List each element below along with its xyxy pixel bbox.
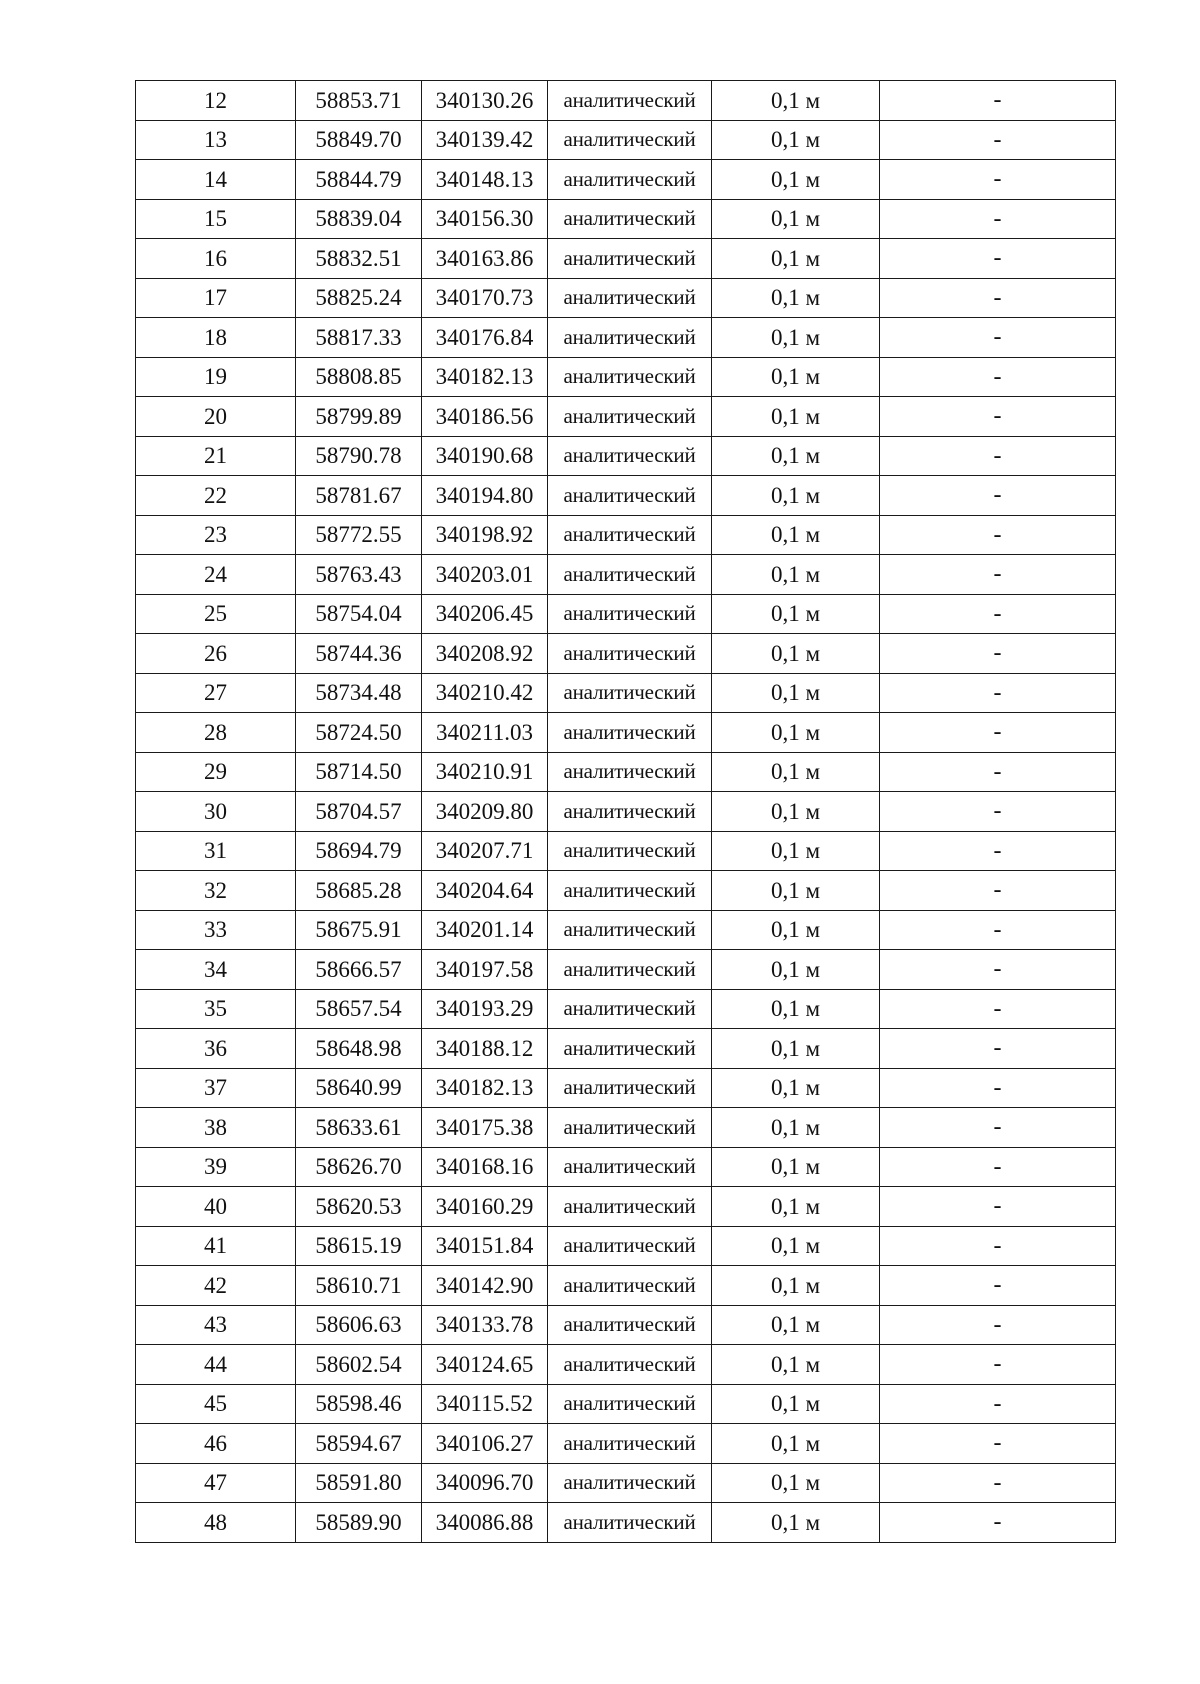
method-cell: аналитический [548,1029,712,1069]
y-coordinate-cell: 340163.86 [422,239,548,279]
point-number-cell: 23 [136,515,296,555]
accuracy-cell: 0,1 м [712,1503,880,1543]
table-row [136,476,1116,516]
x-coordinate-cell: 58648.98 [296,1029,422,1069]
table-row [136,871,1116,911]
x-coordinate-cell: 58685.28 [296,871,422,911]
accuracy-cell: 0,1 м [712,476,880,516]
accuracy-cell: 0,1 м [712,397,880,437]
table-row [136,1384,1116,1424]
method-cell: аналитический [548,1424,712,1464]
note-cell: - [880,1503,1116,1543]
x-coordinate-cell: 58626.70 [296,1147,422,1187]
point-number-cell: 42 [136,1266,296,1306]
note-cell: - [880,81,1116,121]
table-row [136,1068,1116,1108]
table-row [136,1463,1116,1503]
note-cell: - [880,1345,1116,1385]
point-number-cell: 13 [136,120,296,160]
x-coordinate-cell: 58591.80 [296,1463,422,1503]
table-row [136,1226,1116,1266]
y-coordinate-cell: 340207.71 [422,831,548,871]
table-row [136,357,1116,397]
point-number-cell: 14 [136,160,296,200]
table-row [136,1108,1116,1148]
table-row [136,831,1116,871]
method-cell: аналитический [548,752,712,792]
x-coordinate-cell: 58844.79 [296,160,422,200]
point-number-cell: 40 [136,1187,296,1227]
point-number-cell: 25 [136,594,296,634]
y-coordinate-cell: 340133.78 [422,1305,548,1345]
accuracy-cell: 0,1 м [712,1266,880,1306]
x-coordinate-cell: 58657.54 [296,989,422,1029]
method-cell: аналитический [548,1463,712,1503]
x-coordinate-cell: 58606.63 [296,1305,422,1345]
point-number-cell: 19 [136,357,296,397]
y-coordinate-cell: 340182.13 [422,1068,548,1108]
note-cell: - [880,752,1116,792]
x-coordinate-cell: 58853.71 [296,81,422,121]
note-cell: - [880,989,1116,1029]
table-row [136,318,1116,358]
point-number-cell: 12 [136,81,296,121]
table-row [136,278,1116,318]
table-row [136,910,1116,950]
method-cell: аналитический [548,950,712,990]
y-coordinate-cell: 340156.30 [422,199,548,239]
y-coordinate-cell: 340194.80 [422,476,548,516]
point-number-cell: 45 [136,1384,296,1424]
table-row [136,120,1116,160]
coordinates-table-body [136,81,1116,1543]
x-coordinate-cell: 58724.50 [296,713,422,753]
accuracy-cell: 0,1 м [712,81,880,121]
accuracy-cell: 0,1 м [712,594,880,634]
point-number-cell: 44 [136,1345,296,1385]
table-row [136,1305,1116,1345]
note-cell: - [880,1424,1116,1464]
point-number-cell: 37 [136,1068,296,1108]
method-cell: аналитический [548,476,712,516]
x-coordinate-cell: 58763.43 [296,555,422,595]
accuracy-cell: 0,1 м [712,120,880,160]
point-number-cell: 33 [136,910,296,950]
method-cell: аналитический [548,634,712,674]
point-number-cell: 29 [136,752,296,792]
point-number-cell: 34 [136,950,296,990]
accuracy-cell: 0,1 м [712,318,880,358]
point-number-cell: 17 [136,278,296,318]
accuracy-cell: 0,1 м [712,752,880,792]
accuracy-cell: 0,1 м [712,199,880,239]
note-cell: - [880,1266,1116,1306]
method-cell: аналитический [548,160,712,200]
y-coordinate-cell: 340210.42 [422,673,548,713]
note-cell: - [880,1187,1116,1227]
note-cell: - [880,318,1116,358]
note-cell: - [880,910,1116,950]
point-number-cell: 35 [136,989,296,1029]
method-cell: аналитический [548,1384,712,1424]
method-cell: аналитический [548,357,712,397]
note-cell: - [880,476,1116,516]
method-cell: аналитический [548,1147,712,1187]
table-row [136,239,1116,279]
y-coordinate-cell: 340176.84 [422,318,548,358]
y-coordinate-cell: 340190.68 [422,436,548,476]
method-cell: аналитический [548,515,712,555]
x-coordinate-cell: 58790.78 [296,436,422,476]
table-row [136,713,1116,753]
x-coordinate-cell: 58849.70 [296,120,422,160]
method-cell: аналитический [548,713,712,753]
y-coordinate-cell: 340198.92 [422,515,548,555]
accuracy-cell: 0,1 м [712,1345,880,1385]
accuracy-cell: 0,1 м [712,792,880,832]
accuracy-cell: 0,1 м [712,1029,880,1069]
x-coordinate-cell: 58799.89 [296,397,422,437]
method-cell: аналитический [548,1187,712,1227]
accuracy-cell: 0,1 м [712,1226,880,1266]
point-number-cell: 41 [136,1226,296,1266]
method-cell: аналитический [548,989,712,1029]
note-cell: - [880,239,1116,279]
y-coordinate-cell: 340210.91 [422,752,548,792]
x-coordinate-cell: 58714.50 [296,752,422,792]
y-coordinate-cell: 340208.92 [422,634,548,674]
x-coordinate-cell: 58610.71 [296,1266,422,1306]
note-cell: - [880,1384,1116,1424]
y-coordinate-cell: 340115.52 [422,1384,548,1424]
table-row [136,1029,1116,1069]
y-coordinate-cell: 340197.58 [422,950,548,990]
table-row [136,1147,1116,1187]
y-coordinate-cell: 340096.70 [422,1463,548,1503]
y-coordinate-cell: 340211.03 [422,713,548,753]
table-row [136,950,1116,990]
point-number-cell: 32 [136,871,296,911]
note-cell: - [880,1068,1116,1108]
accuracy-cell: 0,1 м [712,436,880,476]
point-number-cell: 20 [136,397,296,437]
point-number-cell: 22 [136,476,296,516]
method-cell: аналитический [548,278,712,318]
note-cell: - [880,515,1116,555]
x-coordinate-cell: 58744.36 [296,634,422,674]
y-coordinate-cell: 340203.01 [422,555,548,595]
method-cell: аналитический [548,436,712,476]
method-cell: аналитический [548,792,712,832]
table-row [136,634,1116,674]
point-number-cell: 31 [136,831,296,871]
y-coordinate-cell: 340186.56 [422,397,548,437]
method-cell: аналитический [548,1503,712,1543]
accuracy-cell: 0,1 м [712,555,880,595]
accuracy-cell: 0,1 м [712,278,880,318]
accuracy-cell: 0,1 м [712,1305,880,1345]
table-row [136,1266,1116,1306]
x-coordinate-cell: 58589.90 [296,1503,422,1543]
accuracy-cell: 0,1 м [712,871,880,911]
note-cell: - [880,397,1116,437]
method-cell: аналитический [548,199,712,239]
note-cell: - [880,1305,1116,1345]
x-coordinate-cell: 58808.85 [296,357,422,397]
accuracy-cell: 0,1 м [712,910,880,950]
table-row [136,989,1116,1029]
accuracy-cell: 0,1 м [712,1463,880,1503]
x-coordinate-cell: 58633.61 [296,1108,422,1148]
method-cell: аналитический [548,910,712,950]
accuracy-cell: 0,1 м [712,1187,880,1227]
point-number-cell: 38 [136,1108,296,1148]
accuracy-cell: 0,1 м [712,1108,880,1148]
note-cell: - [880,1463,1116,1503]
point-number-cell: 26 [136,634,296,674]
y-coordinate-cell: 340193.29 [422,989,548,1029]
y-coordinate-cell: 340170.73 [422,278,548,318]
method-cell: аналитический [548,1266,712,1306]
method-cell: аналитический [548,239,712,279]
point-number-cell: 28 [136,713,296,753]
table-row [136,515,1116,555]
accuracy-cell: 0,1 м [712,1068,880,1108]
y-coordinate-cell: 340168.16 [422,1147,548,1187]
accuracy-cell: 0,1 м [712,713,880,753]
method-cell: аналитический [548,120,712,160]
x-coordinate-cell: 58839.04 [296,199,422,239]
y-coordinate-cell: 340151.84 [422,1226,548,1266]
point-number-cell: 36 [136,1029,296,1069]
y-coordinate-cell: 340124.65 [422,1345,548,1385]
note-cell: - [880,594,1116,634]
point-number-cell: 30 [136,792,296,832]
y-coordinate-cell: 340142.90 [422,1266,548,1306]
accuracy-cell: 0,1 м [712,1424,880,1464]
note-cell: - [880,160,1116,200]
x-coordinate-cell: 58602.54 [296,1345,422,1385]
x-coordinate-cell: 58594.67 [296,1424,422,1464]
method-cell: аналитический [548,81,712,121]
point-number-cell: 27 [136,673,296,713]
note-cell: - [880,673,1116,713]
table-row [136,1187,1116,1227]
x-coordinate-cell: 58694.79 [296,831,422,871]
accuracy-cell: 0,1 м [712,989,880,1029]
y-coordinate-cell: 340206.45 [422,594,548,634]
point-number-cell: 43 [136,1305,296,1345]
x-coordinate-cell: 58781.67 [296,476,422,516]
point-number-cell: 15 [136,199,296,239]
coordinates-table [135,80,1116,1543]
table-row [136,1424,1116,1464]
method-cell: аналитический [548,673,712,713]
point-number-cell: 47 [136,1463,296,1503]
table-row [136,752,1116,792]
table-row [136,1503,1116,1543]
table-row [136,199,1116,239]
x-coordinate-cell: 58704.57 [296,792,422,832]
point-number-cell: 39 [136,1147,296,1187]
x-coordinate-cell: 58772.55 [296,515,422,555]
note-cell: - [880,1226,1116,1266]
note-cell: - [880,199,1116,239]
note-cell: - [880,792,1116,832]
note-cell: - [880,634,1116,674]
y-coordinate-cell: 340106.27 [422,1424,548,1464]
y-coordinate-cell: 340201.14 [422,910,548,950]
table-row [136,81,1116,121]
point-number-cell: 16 [136,239,296,279]
y-coordinate-cell: 340139.42 [422,120,548,160]
accuracy-cell: 0,1 м [712,634,880,674]
note-cell: - [880,555,1116,595]
y-coordinate-cell: 340160.29 [422,1187,548,1227]
method-cell: аналитический [548,1068,712,1108]
y-coordinate-cell: 340188.12 [422,1029,548,1069]
accuracy-cell: 0,1 м [712,1384,880,1424]
method-cell: аналитический [548,1345,712,1385]
accuracy-cell: 0,1 м [712,673,880,713]
table-row [136,397,1116,437]
x-coordinate-cell: 58817.33 [296,318,422,358]
point-number-cell: 21 [136,436,296,476]
accuracy-cell: 0,1 м [712,831,880,871]
y-coordinate-cell: 340204.64 [422,871,548,911]
y-coordinate-cell: 340148.13 [422,160,548,200]
accuracy-cell: 0,1 м [712,1147,880,1187]
method-cell: аналитический [548,1108,712,1148]
table-row [136,160,1116,200]
note-cell: - [880,1029,1116,1069]
method-cell: аналитический [548,397,712,437]
note-cell: - [880,1108,1116,1148]
note-cell: - [880,831,1116,871]
x-coordinate-cell: 58734.48 [296,673,422,713]
x-coordinate-cell: 58640.99 [296,1068,422,1108]
y-coordinate-cell: 340182.13 [422,357,548,397]
y-coordinate-cell: 340130.26 [422,81,548,121]
x-coordinate-cell: 58825.24 [296,278,422,318]
method-cell: аналитический [548,1305,712,1345]
method-cell: аналитический [548,318,712,358]
x-coordinate-cell: 58615.19 [296,1226,422,1266]
table-row [136,673,1116,713]
point-number-cell: 18 [136,318,296,358]
note-cell: - [880,357,1116,397]
note-cell: - [880,120,1116,160]
x-coordinate-cell: 58832.51 [296,239,422,279]
method-cell: аналитический [548,1226,712,1266]
accuracy-cell: 0,1 м [712,515,880,555]
method-cell: аналитический [548,871,712,911]
x-coordinate-cell: 58675.91 [296,910,422,950]
method-cell: аналитический [548,594,712,634]
table-row [136,1345,1116,1385]
accuracy-cell: 0,1 м [712,950,880,990]
note-cell: - [880,871,1116,911]
x-coordinate-cell: 58598.46 [296,1384,422,1424]
accuracy-cell: 0,1 м [712,357,880,397]
x-coordinate-cell: 58620.53 [296,1187,422,1227]
point-number-cell: 48 [136,1503,296,1543]
method-cell: аналитический [548,555,712,595]
accuracy-cell: 0,1 м [712,160,880,200]
table-row [136,436,1116,476]
table-row [136,792,1116,832]
note-cell: - [880,950,1116,990]
table-row [136,594,1116,634]
note-cell: - [880,436,1116,476]
note-cell: - [880,278,1116,318]
point-number-cell: 46 [136,1424,296,1464]
accuracy-cell: 0,1 м [712,239,880,279]
note-cell: - [880,1147,1116,1187]
y-coordinate-cell: 340175.38 [422,1108,548,1148]
table-row [136,555,1116,595]
y-coordinate-cell: 340086.88 [422,1503,548,1543]
point-number-cell: 24 [136,555,296,595]
note-cell: - [880,713,1116,753]
y-coordinate-cell: 340209.80 [422,792,548,832]
method-cell: аналитический [548,831,712,871]
x-coordinate-cell: 58666.57 [296,950,422,990]
x-coordinate-cell: 58754.04 [296,594,422,634]
